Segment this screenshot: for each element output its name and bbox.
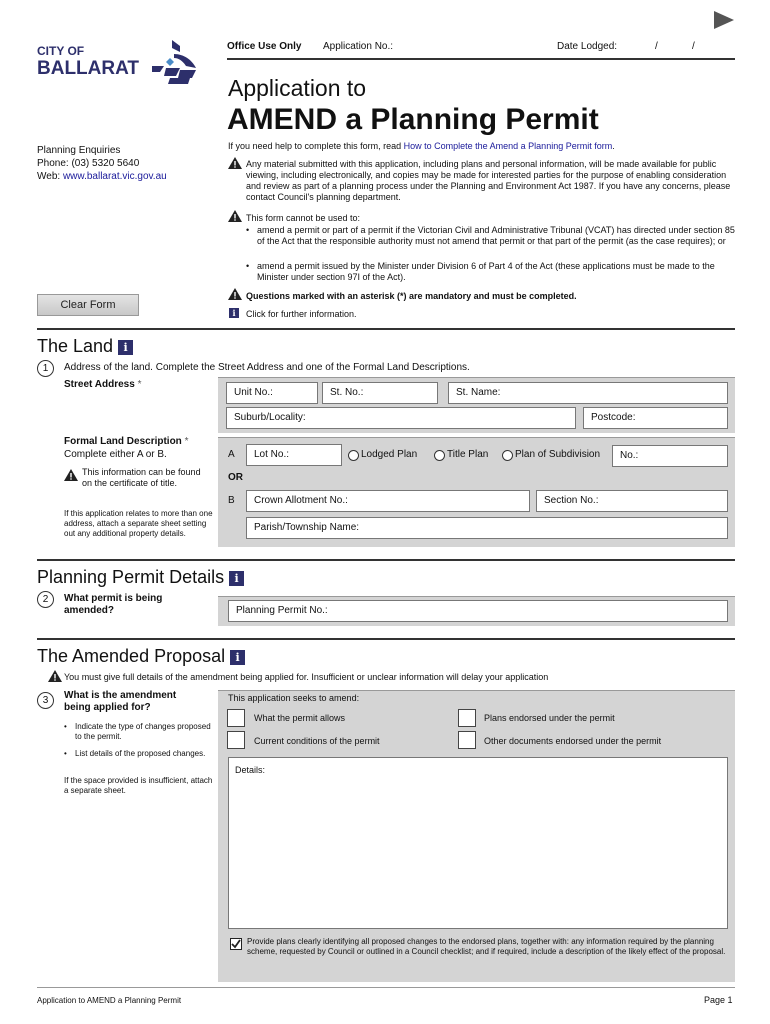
q3-bullet-2-text: List details of the proposed changes. [75,749,206,758]
section-heading-the-land [37,335,133,357]
current-conditions-label: Current conditions of the permit [254,736,380,746]
formal-land-text: Formal Land Description [64,436,182,447]
details-label: Details: [235,765,266,775]
details-textarea[interactable] [228,757,728,929]
click-info-text: Click for further information. [246,309,357,319]
other-documents-checkbox[interactable] [458,731,476,749]
plans-endorsed-checkbox[interactable] [458,709,476,727]
q3-text: What is the amendment being applied for? [64,690,177,713]
help-prefix: If you need help to complete this form, read [228,141,404,151]
postcode-field[interactable]: Postcode: [583,407,728,429]
street-address-text: Street Address [64,379,135,390]
next-page-arrow-icon[interactable] [712,10,736,30]
lodged-plan-radio[interactable] [348,450,359,461]
info-icon[interactable]: i [230,650,245,665]
logo-line2: BALLARAT [37,58,140,79]
option-b-label: B [228,495,235,506]
formal-land-sub: Complete either A or B. [64,449,167,460]
office-date-lodged-label: Date Lodged: [557,41,618,52]
page-number: Page 1 [704,995,733,1005]
unit-no-field[interactable]: Unit No.: [226,382,318,404]
city-of-ballarat-logo [37,38,202,90]
help-suffix: . [612,141,615,151]
lodged-plan-label: Lodged Plan [361,449,418,460]
office-use-label: Office Use Only [227,41,302,52]
title-line1: Application to [228,75,367,101]
help-guide-link[interactable]: How to Complete the Amend a Planning Permit form [403,141,613,151]
checklist-icon [230,938,242,950]
cannot-use-text-2: amend a permit issued by the Minister under Division 6 of Part 4 of the Act (these applications must be made to the Minister under section 97I of the Act). [257,261,715,282]
street-name-field[interactable]: St. Name: [448,382,728,404]
q1-text: Address of the land. Complete the Street Address and one of the Formal Land Descriptions. [64,362,470,373]
street-no-field[interactable]: St. No.: [322,382,438,404]
office-app-no-label: Application No.: [323,41,394,52]
parish-township-field[interactable]: Parish/Township Name: [246,517,728,539]
warning-icon [228,288,242,300]
suburb-locality-field[interactable]: Suburb/Locality: [226,407,576,429]
warning-icon [48,670,62,682]
warning-icon [228,210,242,222]
current-conditions-checkbox[interactable] [227,731,245,749]
enquiries-phone: Phone: (03) 5320 5640 [37,158,140,169]
cannot-use-title: This form cannot be used to: [246,213,361,223]
page-title: AMEND a Planning Permit [227,103,599,136]
footer-title: Application to AMEND a Planning Permit [37,996,182,1005]
plan-of-subdivision-label: Plan of Subdivision [515,449,601,460]
plans-endorsed-label: Plans endorsed under the permit [484,713,615,723]
warning-icon [64,469,78,481]
what-permit-allows-label: What the permit allows [254,713,346,723]
logo-line1: CITY OF [37,44,85,58]
info-icon[interactable]: i [229,308,239,318]
council-website-link[interactable]: www.ballarat.vic.gov.au [62,171,167,182]
insufficient-space-note: If the space provided is insufficient, attach a separate sheet. [64,776,213,795]
crown-allotment-field[interactable]: Crown Allotment No.: [246,490,530,512]
info-icon[interactable]: i [229,571,244,586]
ballarat-emblem-icon [150,38,200,86]
warning-icon [228,157,242,169]
info-icon[interactable]: i [118,340,133,355]
material-notice: Any material submitted with this application, including plans and personal information, will be made available for public viewing, including electronically, and copies may be made for interested parties for the purpose of enabling consideration and review as part of a planning process under the Planning and Environment Act 1987. If you have any concerns, please contact Council's planning department. [246,159,731,202]
plan-of-subdivision-radio[interactable] [502,450,513,461]
enquiries-title: Planning Enquiries [37,145,121,156]
what-permit-allows-checkbox[interactable] [227,709,245,727]
other-documents-label: Other documents endorsed under the permit [484,736,662,746]
formal-land-label: Formal Land Description * [64,436,189,447]
title-plan-radio[interactable] [434,450,445,461]
question-number-1: 1 [37,360,54,377]
date-slash-1: / [655,41,658,52]
help-line [228,141,738,152]
date-slash-2: / [692,41,695,52]
mandatory-notice: Questions marked with an asterisk (*) are mandatory and must be completed. [246,291,577,301]
the-land-heading: The Land [37,336,114,356]
or-label: OR [228,472,243,483]
plan-no-field[interactable]: No.: [612,445,728,467]
planning-permit-no-field[interactable]: Planning Permit No.: [228,600,728,622]
cannot-use-item: • amend a permit or part of a permit if the Victorian Civil and Administrative Tribunal (VCAT) has directed under section 85 of the Act that the responsible authority must not amend that permit or that part of the permit (as the case requires); or [246,225,738,247]
lot-no-field[interactable]: Lot No.: [246,444,342,466]
option-a-label: A [228,449,235,460]
seeks-to-amend-label: This application seeks to amend: [228,693,360,703]
street-address-label: Street Address * [64,379,142,390]
q2-text-label: What permit is being amended? [64,593,163,616]
permit-details-heading: Planning Permit Details [37,567,225,587]
section-heading-permit-details [37,566,244,588]
enquiries-web [37,170,217,183]
cannot-use-item: • amend a permit issued by the Minister under Division 6 of Part 4 of the Act (these applications must be made to the Minister under section 97I of the Act). [246,261,738,283]
question-number-2: 2 [37,591,54,608]
certificate-note: This information can be found on the certificate of title. [82,467,201,488]
provide-plans-note: Provide plans clearly identifying all proposed changes to the endorsed plans, together with: any information required by the planning scheme, requested by Council or outlined in a Council checklist; and if required, include a description of the likely effect of the proposal. [247,937,726,956]
web-label: Web: [37,171,61,182]
question-number-3: 3 [37,692,54,709]
q3-bullet-2: • List details of the proposed changes. [64,749,206,758]
office-use-bar [227,36,735,60]
section-no-field[interactable]: Section No.: [536,490,728,512]
q3-bullet-1: • Indicate the type of changes proposed to the permit. [64,722,214,742]
q3-bullet-1-text: Indicate the type of changes proposed to the permit. [75,722,211,741]
full-details-warning: You must give full details of the amendment being applied for. Insufficient or unclear information will delay your application [64,672,549,682]
cannot-use-text-1: amend a permit or part of a permit if the Victorian Civil and Administrative Tribunal (VCAT) has directed under section 85 of the Act that the responsible authority must not amend that permit or that part of the permit (as the case requires); or [257,225,735,246]
q2-text [64,593,189,617]
multiple-address-note: If this application relates to more than one address, attach a separate sheet setting out any additional property details. [64,509,213,538]
clear-form-button[interactable]: Clear Form [37,294,139,316]
amended-proposal-heading: The Amended Proposal [37,646,226,666]
section-heading-amended-proposal [37,645,245,667]
planning-enquiries [37,144,217,183]
title-plan-label: Title Plan [447,449,489,460]
